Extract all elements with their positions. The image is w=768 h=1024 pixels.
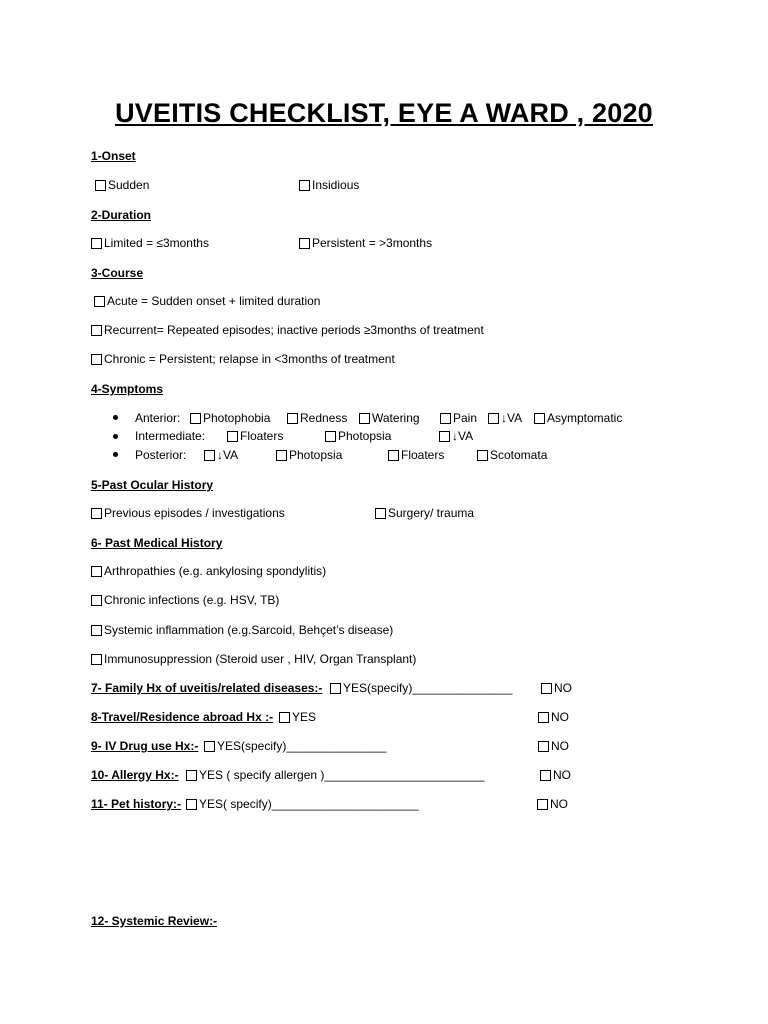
option-label: Systemic inflammation (e.g.Sarcoid, Behçet’s disease) (104, 623, 394, 637)
intermediate-label: Intermediate: (135, 429, 206, 443)
checkbox-icon[interactable] (488, 413, 499, 424)
course-chronic-option[interactable] (91, 352, 395, 366)
option-label: YES( specify)______________________ (199, 797, 419, 811)
intermediate-reduced-va-option[interactable] (439, 429, 473, 443)
section-travel-heading: 8-Travel/Residence abroad Hx :- (91, 710, 274, 724)
option-label: Pain (453, 411, 478, 425)
checkbox-icon[interactable] (439, 431, 450, 442)
checkbox-icon[interactable] (375, 508, 386, 519)
bullet-icon (113, 452, 118, 457)
onset-insidious-option[interactable] (299, 178, 359, 192)
checkbox-icon[interactable] (276, 450, 287, 461)
checkbox-icon[interactable] (91, 566, 102, 577)
option-label: Scotomata (490, 448, 548, 462)
anterior-redness-option[interactable] (287, 411, 347, 425)
checkbox-icon[interactable] (299, 180, 310, 191)
checkbox-icon[interactable] (537, 799, 548, 810)
option-label: Redness (300, 411, 348, 425)
iv-drug-no-option[interactable] (538, 739, 569, 753)
course-acute-option[interactable] (94, 294, 320, 308)
option-label: Acute = Sudden onset + limited duration (107, 294, 321, 308)
posterior-scotomata-option[interactable] (477, 448, 547, 462)
section-iv-drug-heading: 9- IV Drug use Hx:- (91, 739, 199, 753)
posterior-photopsia-option[interactable] (276, 448, 342, 462)
option-label: Sudden (108, 178, 150, 192)
section-family-history-heading: 7- Family Hx of uveitis/related diseases:- (91, 681, 323, 695)
checkbox-icon[interactable] (534, 413, 545, 424)
duration-limited-option[interactable] (91, 236, 209, 250)
checkbox-icon[interactable] (477, 450, 488, 461)
checkbox-icon[interactable] (190, 413, 201, 424)
page-title: UVEITIS CHECKLIST, EYE A WARD , 2020 (115, 98, 653, 128)
allergy-no-option[interactable] (540, 768, 571, 782)
section-course-heading: 3-Course (91, 266, 144, 280)
checkbox-icon[interactable] (186, 799, 197, 810)
anterior-reduced-va-option[interactable] (488, 411, 522, 425)
option-label: Watering (372, 411, 420, 425)
option-label: Insidious (312, 178, 360, 192)
option-label: Floaters (240, 429, 284, 443)
option-label: Chronic = Persistent; relapse in <3months of treatment (104, 352, 395, 366)
anterior-photophobia-option[interactable] (190, 411, 270, 425)
pet-history-no-option[interactable] (537, 797, 568, 811)
option-label: NO (554, 681, 572, 695)
checkbox-icon[interactable] (91, 354, 102, 365)
pet-history-yes-option[interactable] (186, 797, 419, 811)
posterior-reduced-va-option[interactable] (204, 448, 238, 462)
section-systemic-review-heading: 12- Systemic Review:- (91, 914, 218, 928)
intermediate-floaters-option[interactable] (227, 429, 283, 443)
iv-drug-yes-option[interactable] (204, 739, 386, 753)
bullet-icon (113, 434, 118, 439)
option-label: Floaters (401, 448, 445, 462)
checkbox-icon[interactable] (325, 431, 336, 442)
section-duration-heading: 2-Duration (91, 208, 151, 222)
option-label: NO (551, 739, 569, 753)
option-label: YES(specify)_______________ (217, 739, 387, 753)
anterior-label: Anterior: (135, 411, 181, 425)
checkbox-icon[interactable] (440, 413, 451, 424)
family-history-yes-option[interactable] (330, 681, 512, 695)
section-pet-history-heading: 11- Pet history:- (91, 797, 182, 811)
family-history-no-option[interactable] (541, 681, 572, 695)
posterior-label: Posterior: (135, 448, 187, 462)
option-label: Asymptomatic (547, 411, 623, 425)
travel-no-option[interactable] (538, 710, 569, 724)
ocular-surgery-trauma-option[interactable] (375, 506, 474, 520)
checkbox-icon[interactable] (541, 683, 552, 694)
option-label: ↓VA (217, 448, 239, 462)
checkbox-icon[interactable] (91, 654, 102, 665)
section-medical-history-heading: 6- Past Medical History (91, 536, 223, 550)
checkbox-icon[interactable] (91, 325, 102, 336)
checkbox-icon[interactable] (359, 413, 370, 424)
course-recurrent-option[interactable] (91, 323, 484, 337)
option-label: ↓VA (501, 411, 523, 425)
checkbox-icon[interactable] (186, 770, 197, 781)
option-label: Recurrent= Repeated episodes; inactive periods ≥3months of treatment (104, 323, 484, 337)
option-label: NO (551, 710, 569, 724)
option-label: Photopsia (289, 448, 343, 462)
checkbox-icon[interactable] (227, 431, 238, 442)
section-onset-heading: 1-Onset (91, 149, 136, 163)
checkbox-icon[interactable] (299, 238, 310, 249)
anterior-pain-option[interactable] (440, 411, 477, 425)
option-label: Photopsia (338, 429, 392, 443)
anterior-watering-option[interactable] (359, 411, 420, 425)
ocular-previous-episodes-option[interactable] (91, 506, 285, 520)
option-label: YES (292, 710, 317, 724)
anterior-asymptomatic-option[interactable] (534, 411, 622, 425)
option-label: Immunosuppression (Steroid user , HIV, Organ Transplant) (104, 652, 417, 666)
section-symptoms-heading: 4-Symptoms (91, 382, 164, 396)
checkbox-icon[interactable] (204, 450, 215, 461)
allergy-yes-option[interactable] (186, 768, 485, 782)
checkbox-icon[interactable] (538, 741, 549, 752)
intermediate-photopsia-option[interactable] (325, 429, 391, 443)
checkbox-icon[interactable] (204, 741, 215, 752)
option-label: NO (550, 797, 568, 811)
checkbox-icon[interactable] (279, 712, 290, 723)
option-label: Limited = ≤3months (104, 236, 209, 250)
checkbox-icon[interactable] (388, 450, 399, 461)
bullet-icon (113, 415, 118, 420)
option-label: YES(specify)_______________ (343, 681, 513, 695)
duration-persistent-option[interactable] (299, 236, 432, 250)
checkbox-icon[interactable] (91, 625, 102, 636)
medical-immunosuppression-option[interactable] (91, 652, 416, 666)
checkbox-icon[interactable] (94, 296, 105, 307)
option-label: Photophobia (203, 411, 271, 425)
option-label: Chronic infections (e.g. HSV, TB) (104, 593, 280, 607)
checkbox-icon[interactable] (538, 712, 549, 723)
option-label: NO (553, 768, 571, 782)
medical-systemic-inflammation-option[interactable] (91, 623, 393, 637)
travel-yes-option[interactable] (279, 710, 316, 724)
posterior-floaters-option[interactable] (388, 448, 444, 462)
checkbox-icon[interactable] (287, 413, 298, 424)
checkbox-icon[interactable] (330, 683, 341, 694)
option-label: Surgery/ trauma (388, 506, 475, 520)
section-allergy-heading: 10- Allergy Hx:- (91, 768, 179, 782)
medical-arthropathies-option[interactable] (91, 564, 326, 578)
section-ocular-history-heading: 5-Past Ocular History (91, 478, 214, 492)
medical-chronic-infections-option[interactable] (91, 593, 279, 607)
onset-sudden-option[interactable] (95, 178, 149, 192)
checkbox-icon[interactable] (91, 238, 102, 249)
option-label: Arthropathies (e.g. ankylosing spondylitis) (104, 564, 327, 578)
option-label: ↓VA (452, 429, 474, 443)
checkbox-icon[interactable] (91, 508, 102, 519)
option-label: YES ( specify allergen )________________________ (199, 768, 485, 782)
checkbox-icon[interactable] (95, 180, 106, 191)
checkbox-icon[interactable] (91, 595, 102, 606)
option-label: Persistent = >3months (312, 236, 433, 250)
option-label: Previous episodes / investigations (104, 506, 285, 520)
checkbox-icon[interactable] (540, 770, 551, 781)
